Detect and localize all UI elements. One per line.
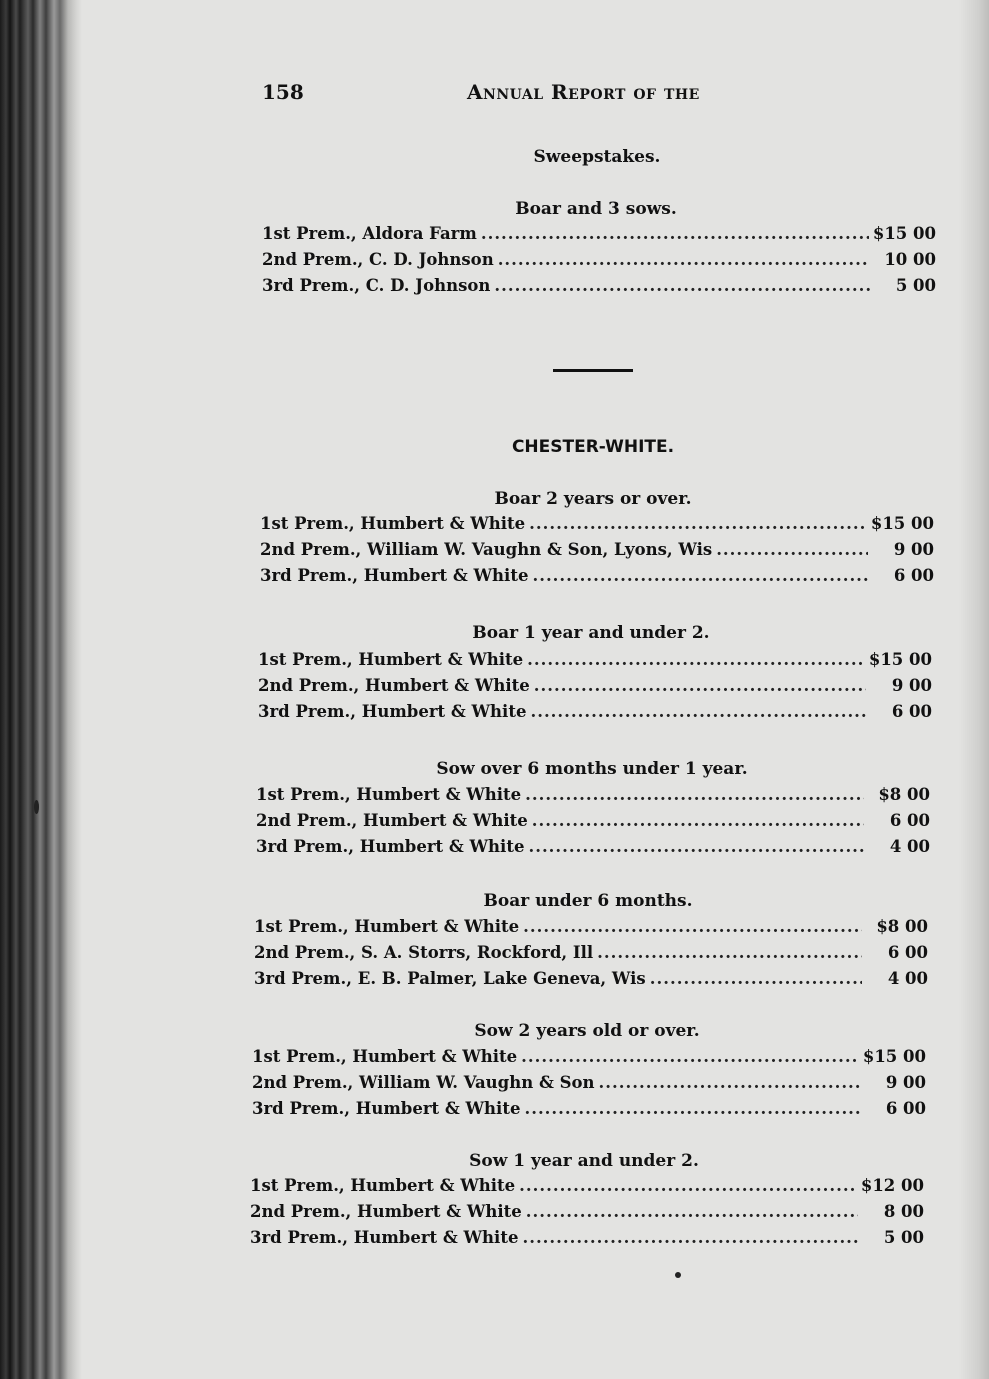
dot-leader [532,566,868,585]
award-row [260,566,934,588]
award-amount: 6 00 [885,1099,926,1118]
dot-leader [523,917,862,936]
award-row [258,650,932,672]
dot-leader [527,650,865,669]
award-amount: $15 00 [872,224,936,243]
group-heading: Boar under 6 months. [483,891,693,911]
award-row [252,1047,926,1069]
dot-leader [528,837,864,856]
award-place: 1st Prem., Humbert & White [250,1176,516,1195]
group-heading: Boar 2 years or over. [494,489,692,509]
sweepstakes-title: Sweepstakes. [533,147,661,167]
group-heading: Sow 1 year and under 2. [469,1151,699,1171]
award-amount: 5 00 [883,1228,924,1247]
award-row [262,276,936,298]
dot-leader [532,811,864,830]
award-row [252,1099,926,1121]
group-heading: Boar 1 year and under 2. [472,623,710,643]
dot-leader [526,1202,858,1221]
dot-leader [599,1073,860,1092]
dot-leader [597,943,862,962]
award-amount: 6 00 [891,702,932,721]
award-row [260,514,934,536]
award-row [258,702,932,724]
section-divider [553,369,633,372]
award-row [250,1176,924,1198]
award-place: 1st Prem., Humbert & White [254,917,520,936]
award-amount: 6 00 [889,811,930,830]
award-row [262,250,936,272]
running-title: Annual Report of the [467,80,700,104]
award-place: 2nd Prem., Humbert & White [250,1202,522,1221]
award-amount: 6 00 [887,943,928,962]
award-amount: $8 00 [876,917,928,936]
award-place: 3rd Prem., Humbert & White [250,1228,519,1247]
section-title: CHESTER-WHITE. [511,437,675,457]
award-place: 2nd Prem., Humbert & White [258,676,530,695]
dot-leader [521,1047,859,1066]
dot-leader [716,540,868,559]
award-amount: 5 00 [895,276,936,295]
award-row [260,540,934,562]
ink-speck [675,1272,681,1278]
ink-speck [34,800,39,814]
award-row [250,1228,924,1250]
award-row [254,943,928,965]
award-place: 1st Prem., Humbert & White [258,650,524,669]
award-place: 1st Prem., Humbert & White [252,1047,518,1066]
group-heading: Boar and 3 sows. [515,199,677,219]
award-amount: 9 00 [891,676,932,695]
award-place: 1st Prem., Humbert & White [260,514,526,533]
award-place: 3rd Prem., C. D. Johnson [262,276,491,295]
dot-leader [498,250,870,269]
award-amount: 4 00 [887,969,928,988]
award-amount: $15 00 [870,514,934,533]
award-place: 3rd Prem., Humbert & White [252,1099,521,1118]
award-amount: $8 00 [878,785,930,804]
award-place: 2nd Prem., S. A. Storrs, Rockford, Ill [254,943,594,962]
dot-leader [524,1099,860,1118]
award-amount: 8 00 [883,1202,924,1221]
award-amount: $15 00 [868,650,932,669]
award-place: 3rd Prem., Humbert & White [256,837,525,856]
dot-leader [481,224,869,243]
dot-leader [530,702,866,721]
award-row [250,1202,924,1224]
award-place: 1st Prem., Aldora Farm [262,224,477,243]
award-amount: 9 00 [893,540,934,559]
award-row [256,811,930,833]
dot-leader [494,276,870,295]
award-place: 3rd Prem., Humbert & White [260,566,529,585]
award-place: 2nd Prem., Humbert & White [256,811,528,830]
award-place: 2nd Prem., William W. Vaughn & Son, Lyons, Wis [260,540,713,559]
group-heading: Sow over 6 months under 1 year. [436,759,748,779]
award-row [258,676,932,698]
dot-leader [534,676,866,695]
award-place: 1st Prem., Humbert & White [256,785,522,804]
group-heading: Sow 2 years old or over. [474,1021,700,1041]
award-amount: $15 00 [862,1047,926,1066]
dot-leader [522,1228,858,1247]
award-place: 3rd Prem., Humbert & White [258,702,527,721]
dot-leader [519,1176,857,1195]
page-header [262,80,942,108]
award-amount: $12 00 [860,1176,924,1195]
award-row [256,837,930,859]
award-row [256,785,930,807]
award-amount: 10 00 [884,250,936,269]
award-amount: 4 00 [889,837,930,856]
dot-leader [529,514,867,533]
award-row [252,1073,926,1095]
award-amount: 6 00 [893,566,934,585]
page-number: 158 [262,80,304,104]
award-place: 2nd Prem., William W. Vaughn & Son [252,1073,595,1092]
award-place: 3rd Prem., E. B. Palmer, Lake Geneva, Wis [254,969,646,988]
award-amount: 9 00 [885,1073,926,1092]
dot-leader [650,969,862,988]
award-place: 2nd Prem., C. D. Johnson [262,250,494,269]
award-row [254,917,928,939]
award-row [254,969,928,991]
award-row [262,224,936,246]
dot-leader [525,785,864,804]
